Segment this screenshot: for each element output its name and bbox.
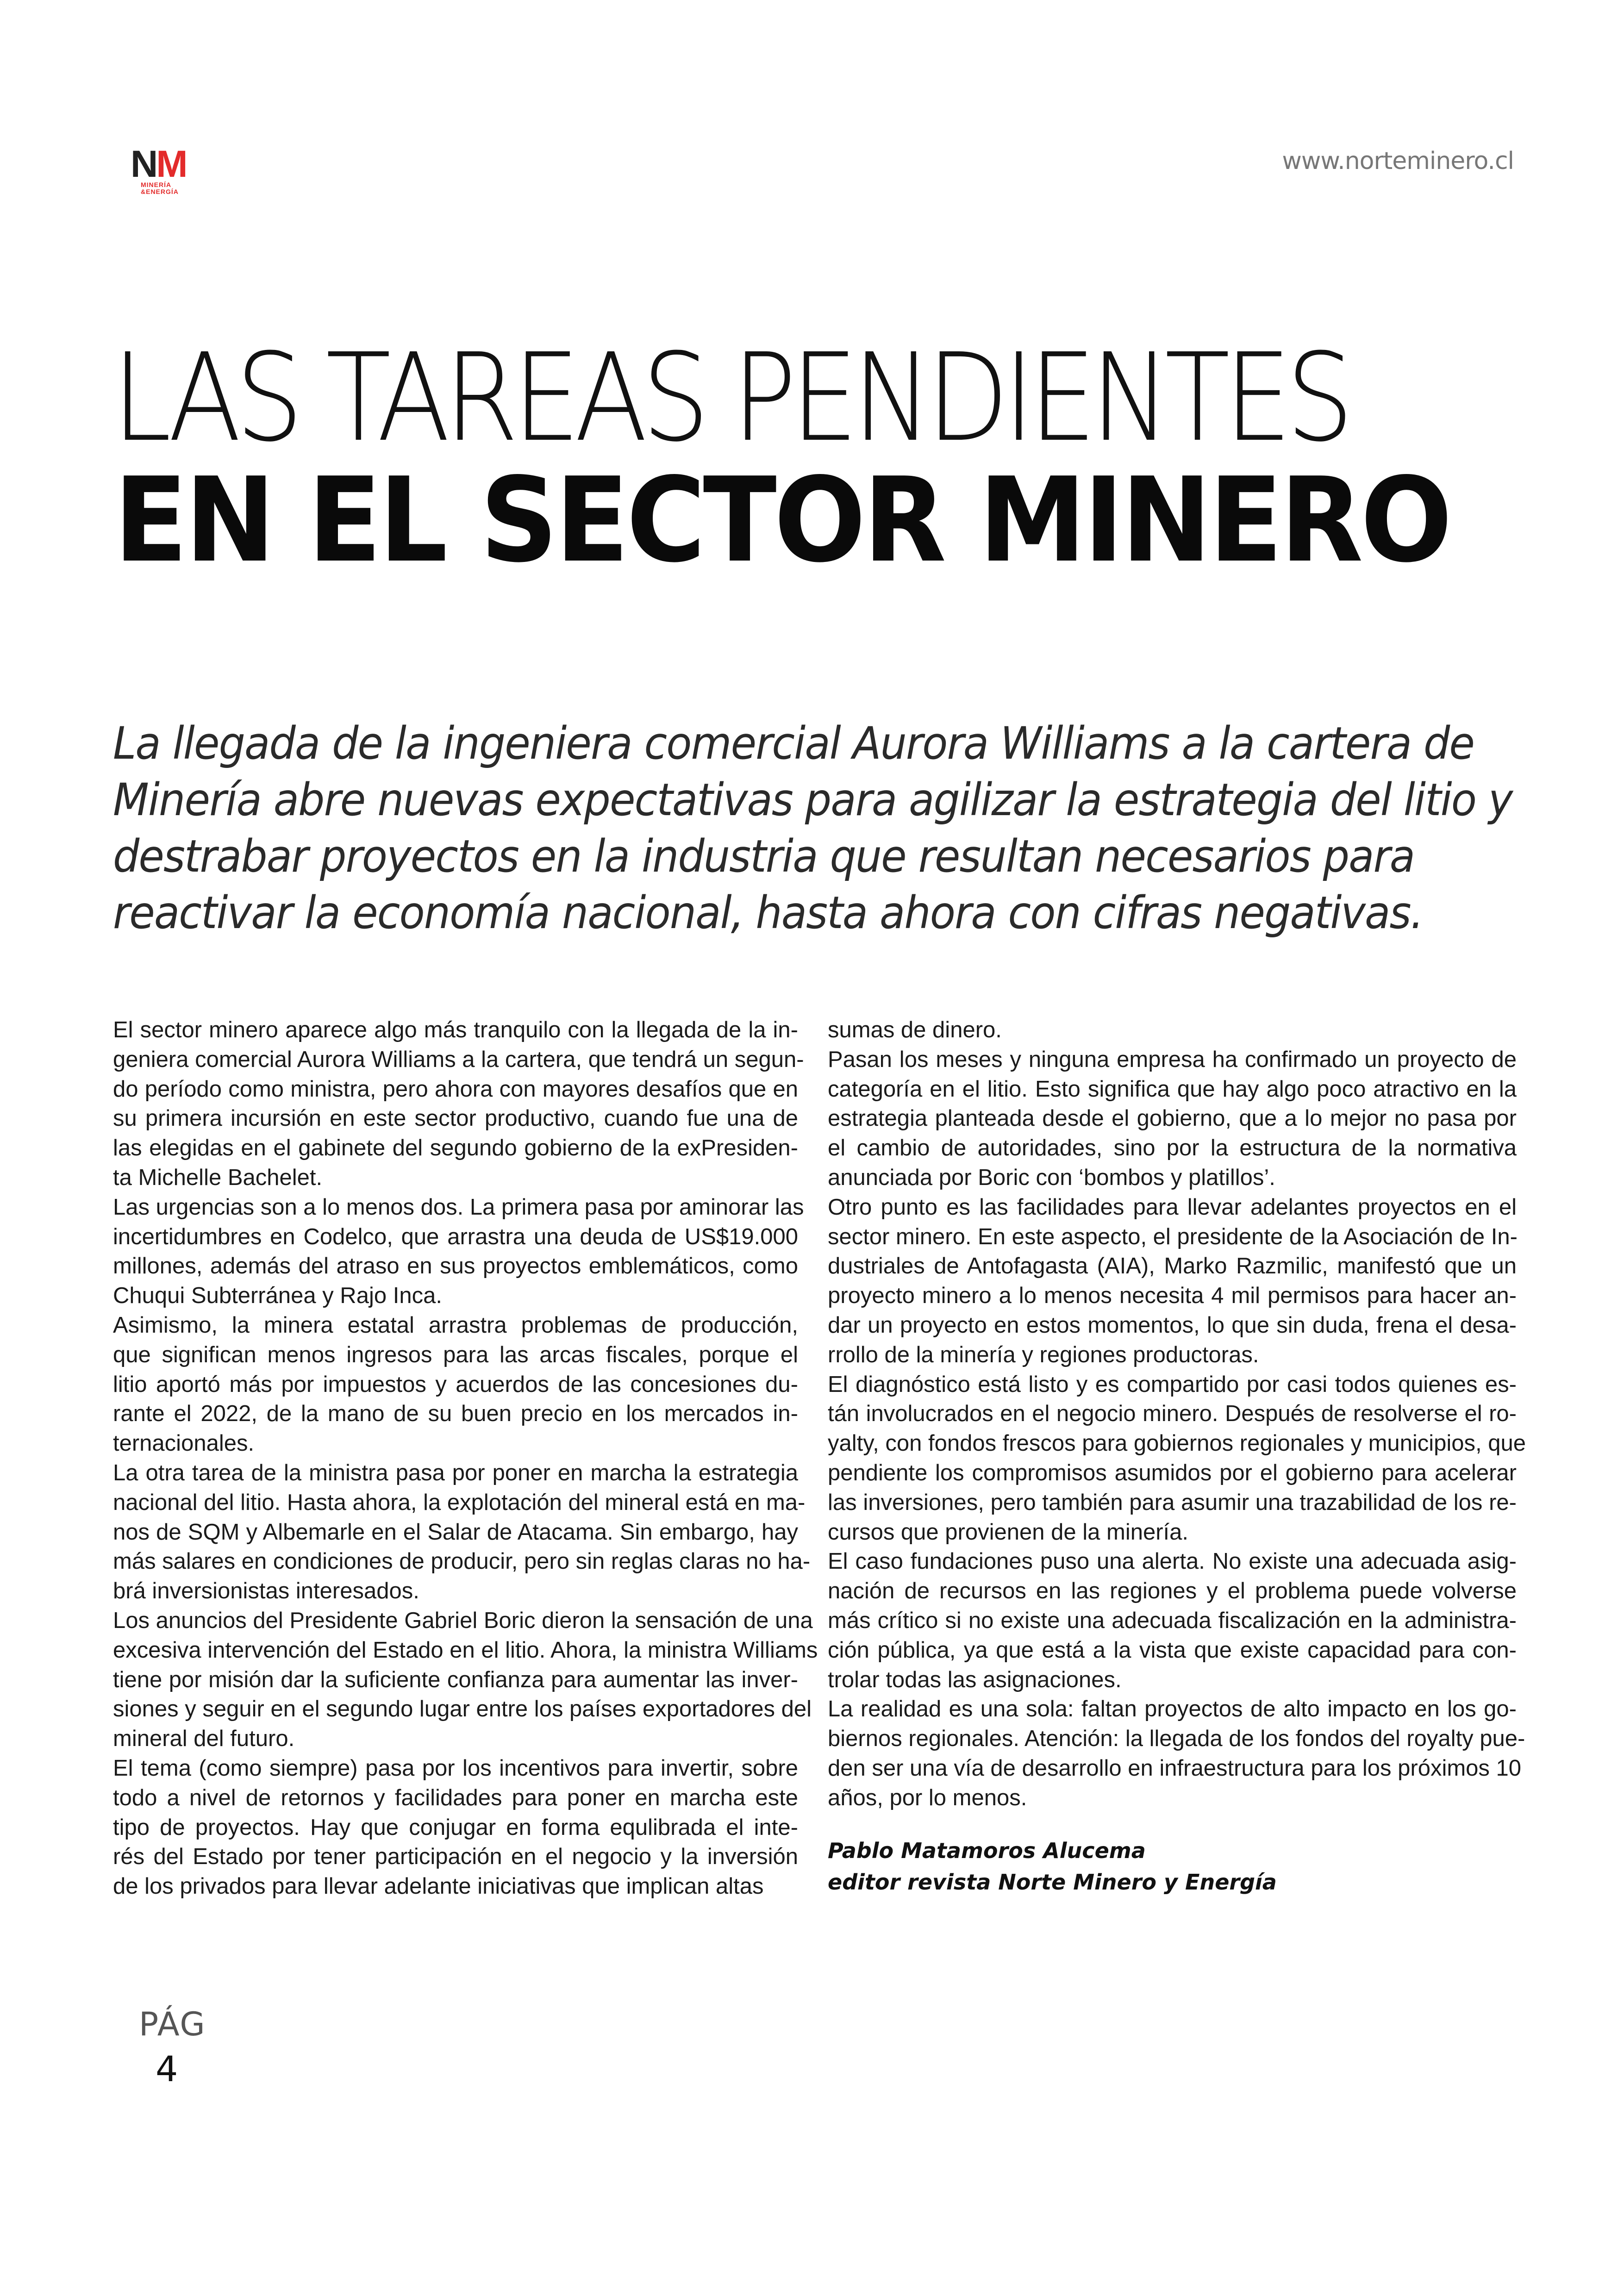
body-line: estrategia planteada desde el gobierno, que a lo mejor no pasa por <box>828 1106 1517 1131</box>
page-number: 4 <box>156 2048 178 2089</box>
body-line: rrollo de la minería y regiones productoras. <box>828 1342 1259 1367</box>
lead-line: destrabar proyectos en la industria que resultan necesarios para <box>113 830 1415 882</box>
body-line: más crítico si no existe una adecuada fiscalización en la administra- <box>828 1608 1517 1633</box>
body-line: las elegidas en el gabinete del segundo gobierno de la exPresiden- <box>113 1135 798 1161</box>
body-line: anunciada por Boric con ‘bombos y platillos’. <box>828 1165 1275 1190</box>
body-line: Otro punto es las facilidades para llevar adelantes proyectos en el <box>828 1194 1517 1220</box>
body-line: de los privados para llevar adelante iniciativas que implican altas <box>113 1874 764 1899</box>
page-label: PÁG <box>139 2005 206 2043</box>
logo-letters: NM <box>131 143 186 185</box>
body-line: do período como ministra, pero ahora con mayores desafíos que en <box>113 1076 798 1102</box>
body-line: cursos que provienen de la minería. <box>828 1519 1188 1545</box>
body-line: siones y seguir en el segundo lugar entre los países exportadores del <box>113 1696 812 1722</box>
body-line: proyecto minero a lo menos necesita 4 mil permisos para hacer an- <box>828 1283 1517 1309</box>
body-line: biernos regionales. Atención: la llegada de los fondos del royalty pue- <box>828 1726 1525 1752</box>
body-line: categoría en el litio. Esto significa que hay algo poco atractivo en la <box>828 1076 1517 1102</box>
body-line: El caso fundaciones puso una alerta. No existe una adecuada asig- <box>828 1549 1517 1574</box>
lead-line: reactivar la economía nacional, hasta ahora con cifras negativas. <box>113 887 1423 939</box>
body-column-right <box>828 1016 1526 1813</box>
website-url: www.norteminero.cl <box>1282 147 1514 175</box>
byline <box>828 1835 1277 1898</box>
body-line: Las urgencias son a lo menos dos. La primera pasa por aminorar las <box>113 1194 804 1220</box>
body-line: Chuqui Subterránea y Rajo Inca. <box>113 1283 442 1309</box>
body-line: nación de recursos en las regiones y el problema puede volverse <box>828 1578 1517 1604</box>
body-line: geniera comercial Aurora Williams a la cartera, que tendrá un segun- <box>113 1047 804 1072</box>
body-line: millones, además del atraso en sus proyectos emblemáticos, como <box>113 1254 798 1279</box>
lead-line: Minería abre nuevas expectativas para agilizar la estrategia del litio y <box>113 774 1512 826</box>
body-line: trolar todas las asignaciones. <box>828 1667 1122 1692</box>
body-line: excesiva intervención del Estado en el litio. Ahora, la ministra Williams <box>113 1637 818 1663</box>
body-line: las inversiones, pero también para asumir una trazabilidad de los re- <box>828 1490 1517 1515</box>
byline-author: Pablo Matamoros Alucema <box>828 1838 1146 1863</box>
body-line: Asimismo, la minera estatal arrastra problemas de producción, <box>113 1312 798 1338</box>
body-line: Pasan los meses y ninguna empresa ha confirmado un proyecto de <box>828 1047 1517 1072</box>
byline-role: editor revista Norte Minero y Energía <box>828 1870 1277 1895</box>
body-column-left <box>113 1016 818 1902</box>
body-line: el cambio de autoridades, sino por la estructura de la normativa <box>828 1135 1517 1161</box>
lead-line: La llegada de la ingeniera comercial Aurora Williams a la cartera de <box>113 717 1474 769</box>
body-line: El diagnóstico está listo y es compartido por casi todos quienes es- <box>828 1372 1517 1397</box>
body-line: La realidad es una sola: faltan proyectos de alto impacto en los go- <box>828 1696 1517 1722</box>
body-line: rés del Estado por tener participación en el negocio y la inversión <box>113 1844 798 1870</box>
body-line: ta Michelle Bachelet. <box>113 1165 323 1190</box>
body-line: brá inversionistas interesados. <box>113 1578 419 1604</box>
body-line: dustriales de Antofagasta (AIA), Marko Razmilic, manifestó que un <box>828 1254 1517 1279</box>
body-line: sumas de dinero. <box>828 1017 1002 1042</box>
body-line: su primera incursión en este sector productivo, cuando fue una de <box>113 1106 798 1131</box>
body-line: rante el 2022, de la mano de su buen precio en los mercados in- <box>113 1401 798 1427</box>
body-line: tán involucrados en el negocio minero. Después de resolverse el ro- <box>828 1401 1517 1427</box>
logo <box>131 143 195 198</box>
body-line: nacional del litio. Hasta ahora, la explotación del mineral está en ma- <box>113 1490 806 1515</box>
body-line: dar un proyecto en estos momentos, lo que sin duda, frena el desa- <box>828 1312 1517 1338</box>
headline-line-1: LAS TAREAS PENDIENTES <box>112 327 1349 468</box>
body-line: yalty, con fondos frescos para gobiernos regionales y municipios, que <box>828 1431 1526 1456</box>
lead-paragraph <box>113 715 1512 941</box>
body-line: sector minero. En este aspecto, el presidente de la Asociación de In- <box>828 1224 1518 1249</box>
body-line: todo a nivel de retornos y facilidades para poner en marcha este <box>113 1785 798 1810</box>
body-line: den ser una vía de desarrollo en infraestructura para los próximos 10 <box>828 1755 1522 1781</box>
logo-subtitle-1: MINERÍA <box>141 181 172 188</box>
body-line: más salares en condiciones de producir, pero sin reglas claras no ha- <box>113 1549 811 1574</box>
body-line: años, por lo menos. <box>828 1785 1027 1810</box>
body-line: ción pública, ya que está a la vista que existe capacidad para con- <box>828 1637 1517 1663</box>
body-line: tipo de proyectos. Hay que conjugar en forma equlibrada el inte- <box>113 1815 798 1840</box>
body-line: ternacionales. <box>113 1431 255 1456</box>
body-line: tiene por misión dar la suficiente confianza para aumentar las inver- <box>113 1667 798 1692</box>
body-line: pendiente los compromisos asumidos por el gobierno para acelerar <box>828 1460 1517 1485</box>
body-line: que significan menos ingresos para las arcas fiscales, porque el <box>113 1342 798 1367</box>
body-line: Los anuncios del Presidente Gabriel Boric dieron la sensación de una <box>113 1608 813 1633</box>
body-line: La otra tarea de la ministra pasa por poner en marcha la estrategia <box>113 1460 798 1485</box>
body-line: incertidumbres en Codelco, que arrastra una deuda de US$19.000 <box>113 1224 798 1249</box>
body-line: mineral del futuro. <box>113 1726 295 1752</box>
headline-line-2: EN EL SECTOR MINERO <box>114 453 1450 588</box>
body-line: El tema (como siempre) pasa por los incentivos para invertir, sobre <box>113 1755 798 1781</box>
body-line: nos de SQM y Albemarle en el Salar de Atacama. Sin embargo, hay <box>113 1519 798 1545</box>
body-line: litio aportó más por impuestos y acuerdos de las concesiones du- <box>113 1372 798 1397</box>
body-line: El sector minero aparece algo más tranquilo con la llegada de la in- <box>113 1017 798 1042</box>
logo-subtitle-2: &ENERGÍA <box>141 188 179 195</box>
